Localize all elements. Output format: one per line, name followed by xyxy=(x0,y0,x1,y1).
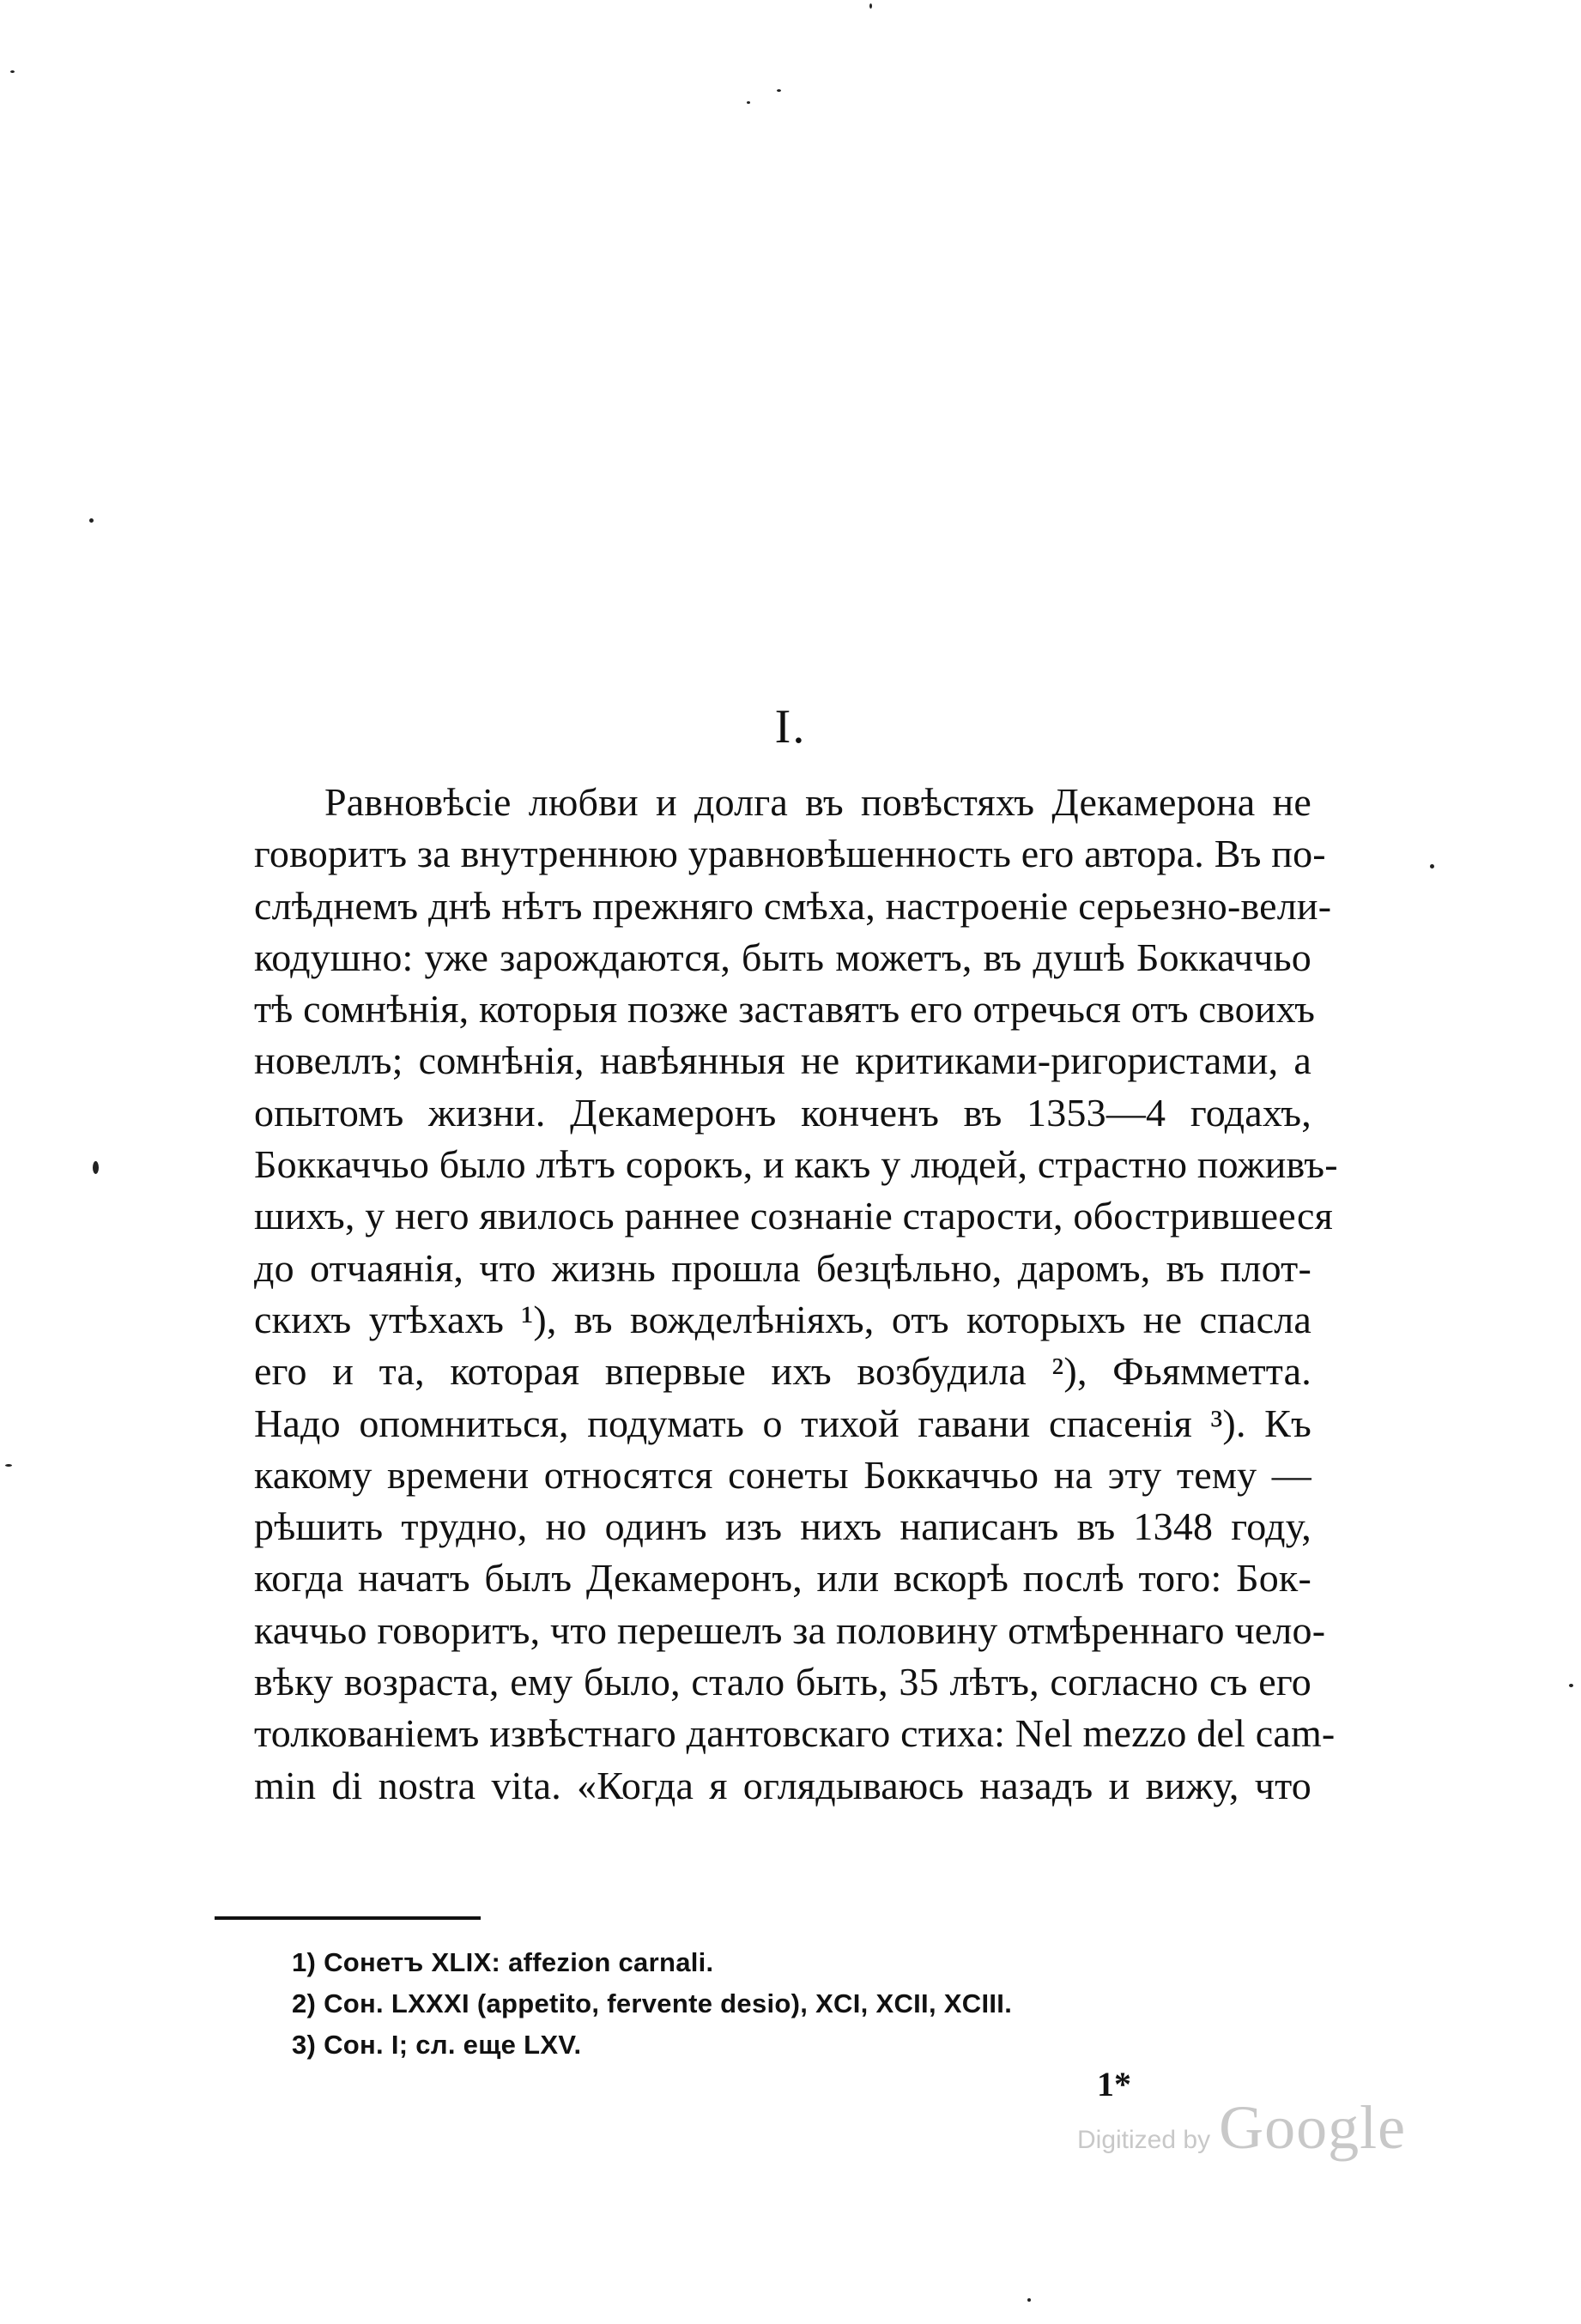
google-logo: Google xyxy=(1219,2093,1407,2162)
text-line: толкованіемъ извѣстнаго дантовскаго стиха: Nel mezzo del cam- xyxy=(254,1711,1336,1756)
text-line: какому времени относятся сонеты Боккаччьо на эту тему — xyxy=(254,1452,1311,1497)
scan-speck xyxy=(1569,1684,1573,1687)
footnotes xyxy=(292,1942,1236,2066)
scan-speck xyxy=(93,1161,99,1174)
text-line: новеллъ; сомнѣнія, навѣянныя не критиками-ригористами, а xyxy=(254,1038,1311,1083)
signature-mark: 1* xyxy=(1097,2065,1131,2103)
text-line: его и та, которая впервые ихъ возбудила ²), Фьямметта. xyxy=(254,1349,1311,1394)
body-paragraph xyxy=(254,777,1338,1812)
scan-speck xyxy=(5,1464,12,1467)
text-line: слѣднемъ днѣ нѣтъ прежняго смѣха, настроеніе серьезно-вели- xyxy=(254,883,1332,928)
scan-speck xyxy=(1430,864,1434,868)
text-line: Равновѣсіе любви и долга въ повѣстяхъ Декамерона не xyxy=(324,780,1311,824)
text-line: опытомъ жизни. Декамеронъ конченъ въ 1353—4 годахъ, xyxy=(254,1090,1311,1135)
footnote-divider xyxy=(215,1916,481,1920)
text-line: шихъ, у него явилось раннее сознаніе старости, обострившееся xyxy=(254,1194,1333,1238)
text-line: рѣшить трудно, но одинъ изъ нихъ написанъ въ 1348 году, xyxy=(254,1504,1311,1549)
scan-speck xyxy=(777,89,781,92)
footnote-2: 2) Сон. LXXXI (appetito, fervente desio), XCI, XCII, XCIII. xyxy=(292,1988,1013,2018)
chapter-heading: I. xyxy=(774,700,807,753)
scan-speck xyxy=(1027,2298,1031,2302)
text-line: кодушно: уже зарождаются, быть можетъ, въ душѣ Боккаччьо xyxy=(254,935,1311,979)
text-line: до отчаянія, что жизнь прошла безцѣльно, даромъ, въ плот- xyxy=(254,1245,1311,1290)
text-line: когда начатъ былъ Декамеронъ, или вскорѣ послѣ того: Бок- xyxy=(254,1556,1311,1601)
footnote-3: 3) Сон. I; сл. еще LXV. xyxy=(292,2030,582,2060)
text-line: Надо опомниться, подумать о тихой гавани спасенія ³). Къ xyxy=(254,1401,1311,1445)
text-line: Боккаччьо было лѣтъ сорокъ, и какъ у людей, страстно поживъ- xyxy=(254,1142,1338,1187)
text-line: говоритъ за внутреннюю уравновѣшенность его автора. Въ по- xyxy=(254,832,1326,876)
digitized-watermark xyxy=(1077,2092,1406,2164)
scan-speck xyxy=(869,3,872,9)
scan-speck xyxy=(89,518,94,523)
watermark-prefix: Digitized by xyxy=(1077,2126,1211,2154)
text-line: тѣ сомнѣнія, которыя позже заставятъ его отречься отъ своихъ xyxy=(254,987,1316,1032)
scan-speck xyxy=(747,101,750,104)
scan-speck xyxy=(10,70,15,73)
text-line: вѣку возраста, ему было, стало быть, 35 лѣтъ, согласно съ его xyxy=(254,1660,1311,1704)
footnote-1: 1) Сонетъ XLIX: affezion carnali. xyxy=(292,1947,714,1977)
text-line: каччьо говоритъ, что перешелъ за половину отмѣреннаго чело- xyxy=(254,1607,1326,1652)
text-line: скихъ утѣхахъ ¹), въ вожделѣніяхъ, отъ которыхъ не спасла xyxy=(254,1297,1311,1341)
text-line: min di nostra vita. «Когда я оглядываюсь назадъ и вижу, что xyxy=(254,1763,1311,1807)
